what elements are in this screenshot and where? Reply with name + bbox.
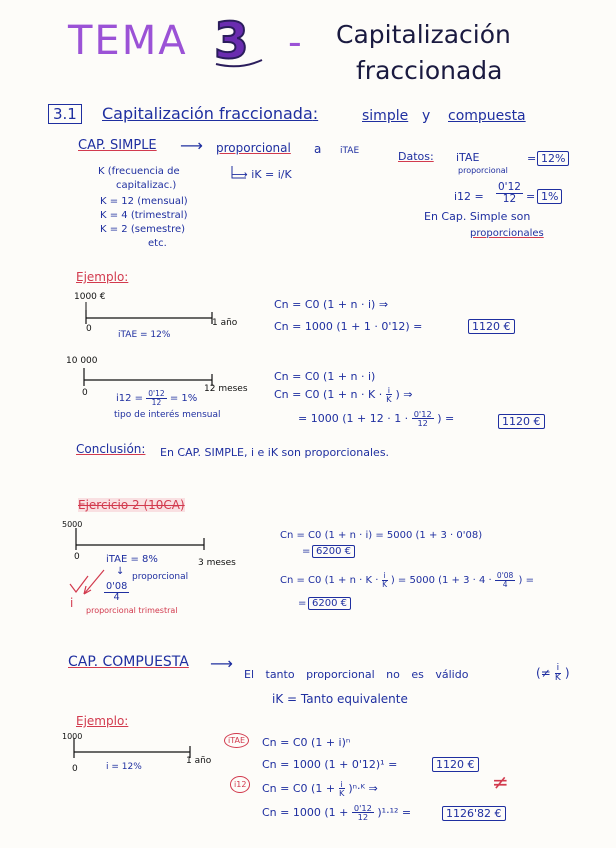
ejemplo3-f4-b: )¹·¹² =: [377, 805, 412, 819]
ejercicio-f2-den: K: [382, 579, 388, 589]
ejemplo3-formula1: Cn = C0 (1 + i)ⁿ: [262, 736, 351, 749]
ejemplo3-label: Ejemplo:: [76, 714, 129, 728]
ejemplo3-f3-b: )ⁿ·ᴷ ⇒: [348, 781, 378, 795]
ejemplo2-i12-num: 0'12: [148, 389, 165, 398]
ejercicio-eq2: =: [298, 598, 307, 609]
tema-accent-stroke: [216, 60, 262, 66]
ejemplo2-i12-val: = 1%: [169, 393, 198, 404]
datos-eq1: =: [527, 152, 537, 165]
ejemplo3-zero: 0: [72, 764, 78, 774]
ejercicio-frac-den: 4: [113, 591, 120, 603]
ejemplo1-one-year: 1 año: [212, 318, 238, 328]
compuesta-paren-num: i: [556, 663, 560, 673]
ejemplo2-f2-den: K: [386, 394, 392, 405]
compuesta-paren-a: (≠: [536, 666, 551, 680]
ejemplo3-f3-num: i: [340, 779, 343, 789]
ejercicio-label: Ejercicio 2 (10CA): [78, 498, 185, 512]
section-compuesta: compuesta: [448, 108, 526, 124]
datos-label: Datos:: [398, 150, 434, 163]
ejercicio-f2-num2: 0'08: [496, 571, 514, 580]
ejercicio-result2: 6200 €: [308, 597, 351, 610]
section-colon: :: [312, 104, 319, 123]
itae-value-box: 12%: [537, 151, 569, 166]
i12-num: 0'12: [498, 181, 521, 193]
ejemplo1-zero: 0: [86, 324, 92, 334]
ejercicio-capital: 5000: [62, 520, 83, 529]
word-a: a: [314, 142, 322, 156]
ejemplo3-f3-den: K: [338, 788, 345, 799]
ejemplo2-i12-label: i12 =: [116, 393, 144, 404]
cap-simple-arrow: ⟶: [180, 136, 203, 155]
cap-compuesta-label: CAP. COMPUESTA: [68, 654, 189, 670]
ejemplo1-itae: iTAE = 12%: [118, 330, 171, 340]
ejemplo1-result: 1120 €: [468, 319, 515, 334]
ejemplo2-zero: 0: [82, 388, 88, 398]
ejercicio-zero: 0: [74, 552, 80, 562]
itae-label: iTAE: [340, 146, 360, 156]
ejercicio-itae: iTAE = 8%: [106, 554, 158, 565]
ejemplo3-i: i = 12%: [106, 762, 142, 772]
ejemplo2-f2-a: Cn = C0 (1 + n · K ·: [274, 387, 383, 401]
tema-number: 3: [214, 12, 249, 70]
ejemplo2-f3-den: 12: [417, 418, 428, 429]
en-cap-simple: En Cap. Simple son: [424, 210, 531, 223]
ejemplo1-capital: 1000 €: [74, 292, 106, 302]
ejercicio-f2-den2: 4: [502, 579, 508, 589]
ejemplo2-result: 1120 €: [498, 414, 545, 429]
ejemplo2-i12-den: 12: [151, 397, 162, 407]
section-number: 3.1: [48, 104, 82, 124]
cap-compuesta-arrow: ⟶: [210, 654, 233, 673]
ejemplo3-f4-a: Cn = 1000 (1 +: [262, 805, 349, 819]
compuesta-paren-den: K: [554, 673, 561, 683]
conclusion-text: En CAP. SIMPLE, i e iK son proporcionales.: [160, 446, 390, 459]
ejemplo3-neq: ≠: [492, 770, 509, 794]
k-definition-2: capitalizac.): [116, 180, 177, 191]
ejemplo2-months: 12 meses: [204, 384, 248, 394]
ik-hook-arrow: [232, 166, 246, 178]
ejercicio-f2-b: ) = 5000 (1 + 3 · 4 ·: [390, 575, 492, 586]
ejercicio-f2-a: Cn = C0 (1 + n · K ·: [280, 575, 379, 586]
i12-value-box: 1%: [537, 189, 562, 204]
ejemplo1-formula1: Cn = C0 (1 + n · i) ⇒: [274, 298, 389, 311]
datos-itae: iTAE: [456, 151, 480, 164]
ejemplo2-tipo: tipo de interés mensual: [114, 410, 221, 420]
ejercicio-formula1: Cn = C0 (1 + n · i) = 5000 (1 + 3 · 0'08): [280, 530, 483, 541]
ejemplo2-f3-num: 0'12: [413, 409, 432, 419]
ejercicio-f2-num: i: [383, 571, 386, 580]
datos-proporcional: proporcional: [458, 166, 508, 175]
ejercicio-frac-num: 0'08: [106, 581, 128, 592]
ejemplo1-label: Ejemplo:: [76, 270, 129, 284]
proporcionales-word: proporcionales: [470, 228, 544, 239]
ejemplo3-result1: 1120 €: [432, 757, 479, 772]
ejercicio-prop-trim: proporcional trimestral: [86, 606, 178, 615]
ejercicio-result1: 6200 €: [312, 545, 355, 558]
chapter-title-line1: Capitalización: [336, 20, 511, 49]
tema-dash: -: [288, 20, 302, 64]
ejemplo3-one-year: 1 año: [186, 756, 212, 766]
tema-title: TEMA: [68, 18, 188, 64]
ejercicio-eq1: =: [302, 546, 311, 557]
k-12: K = 12 (mensual): [100, 196, 188, 207]
chapter-title-line2: fraccionada: [356, 56, 503, 85]
ejemplo3-capital: 1000: [62, 732, 83, 741]
k-2: K = 2 (semestre): [100, 224, 186, 235]
ik-formula: ⟶ iK = i/K: [232, 168, 292, 181]
ejercicio-f2-c: ) =: [518, 575, 534, 586]
section-simple: simple: [362, 108, 409, 124]
i12-den: 12: [502, 192, 517, 205]
ejercicio-arrow: ↓: [116, 566, 125, 577]
ejemplo2-f2-num: i: [387, 385, 391, 395]
ejemplo3-f4-num: 0'12: [353, 803, 372, 813]
i12-eq: =: [526, 190, 536, 203]
ejemplo2-formula1: Cn = C0 (1 + n · i): [274, 370, 376, 383]
ejercicio-prop: proporcional: [132, 572, 189, 582]
cap-simple-label: CAP. SIMPLE: [78, 138, 157, 153]
proporcional-word: proporcional: [216, 141, 291, 155]
ejemplo2-f3-a: = 1000 (1 + 12 · 1 ·: [298, 411, 409, 425]
conclusion-label: Conclusión:: [76, 442, 146, 456]
k-etc: etc.: [148, 238, 167, 249]
k-4: K = 4 (trimestral): [100, 210, 188, 221]
ejemplo2-f3-b: ) =: [437, 411, 455, 425]
k-definition: K (frecuencia de: [98, 166, 180, 177]
i12-label: i12 =: [454, 190, 484, 203]
ejemplo3-result2: 1126'82 €: [442, 806, 506, 821]
ejemplo3-formula2: Cn = 1000 (1 + 0'12)¹ =: [262, 758, 398, 771]
ejercicio-i: i: [70, 596, 74, 610]
ejemplo3-tag2: i12: [230, 776, 250, 793]
ejemplo2-f2-b: ) ⇒: [395, 387, 413, 401]
ejercicio-months: 3 meses: [198, 558, 236, 568]
cap-compuesta-ik: iK = Tanto equivalente: [272, 692, 408, 706]
ejercicio-red-arrow: [84, 570, 104, 594]
compuesta-paren-b: ): [564, 666, 570, 680]
section-title-main: Capitalización fraccionada: [102, 104, 313, 123]
section-y: y: [422, 108, 431, 124]
ejemplo2-capital: 10 000: [66, 356, 98, 366]
ejemplo3-f4-den: 12: [357, 812, 369, 823]
cap-compuesta-text: El tanto proporcional no es válido: [244, 668, 469, 681]
ejemplo1-formula2: Cn = 1000 (1 + 1 · 0'12) =: [274, 320, 423, 333]
ejemplo3-tag1: iTAE: [224, 733, 249, 748]
ejemplo3-f3-a: Cn = C0 (1 +: [262, 781, 336, 795]
